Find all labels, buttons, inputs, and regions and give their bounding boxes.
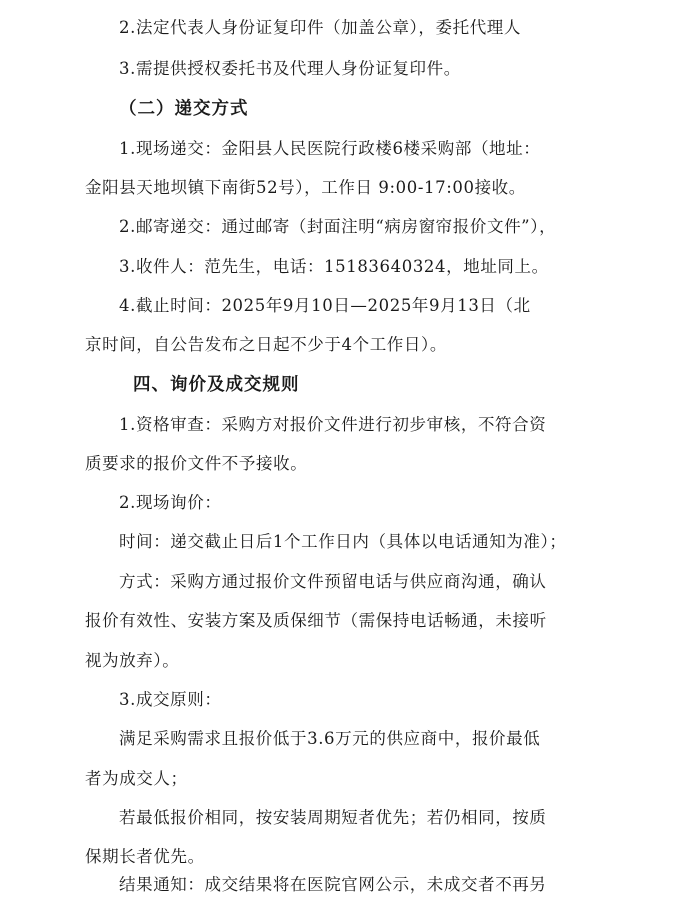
text-line-8: 4.截止时间：2025年9月10日—2025年9月13日（北 — [119, 296, 531, 315]
text-line-19: 满足采购需求且报价低于3.6万元的供应商中，报价最低 — [119, 729, 541, 748]
section-heading-rules: 四、询价及成交规则 — [133, 375, 300, 395]
text-line-11: 1.资格审查：采购方对报价文件进行初步审核，不符合资 — [119, 415, 547, 434]
text-line-15: 方式：采购方通过报价文件预留电话与供应商沟通，确认 — [119, 572, 547, 591]
text-line-16: 报价有效性、安装方案及质保细节（需保持电话畅通，未接听 — [85, 611, 547, 630]
text-line-13: 2.现场询价： — [119, 493, 222, 512]
text-line-1: 2.法定代表人身份证复印件（加盖公章），委托代理人 — [119, 18, 521, 37]
section-heading-submission: （二）递交方式 — [119, 99, 249, 119]
text-line-6: 2.邮寄递交：通过邮寄（封面注明“病房窗帘报价文件”）， — [119, 217, 557, 236]
text-line-9: 京时间，自公告发布之日起不少于4个工作日）。 — [85, 335, 447, 354]
text-line-2: 3.需提供授权委托书及代理人身份证复印件。 — [119, 59, 461, 78]
text-line-23: 结果通知：成交结果将在医院官网公示，未成交者不再另 — [119, 875, 547, 894]
text-line-20: 者为成交人； — [85, 769, 188, 788]
text-line-5: 金阳县天地坝镇下南街52号），工作日 9:00-17:00接收。 — [85, 178, 526, 197]
text-line-14: 时间：递交截止日后1个工作日内（具体以电话通知为准）； — [119, 532, 567, 551]
text-line-17: 视为放弃）。 — [85, 651, 180, 670]
text-line-7: 3.收件人：范先生，电话：15183640324，地址同上。 — [119, 257, 549, 276]
text-line-18: 3.成交原则： — [119, 690, 222, 709]
text-line-4: 1.现场递交：金阳县人民医院行政楼6楼采购部（地址： — [119, 139, 541, 158]
text-line-12: 质要求的报价文件不予接收。 — [85, 454, 308, 473]
text-line-22: 保期长者优先。 — [85, 847, 205, 866]
text-line-21: 若最低报价相同，按安装周期短者优先；若仍相同，按质 — [119, 808, 547, 827]
